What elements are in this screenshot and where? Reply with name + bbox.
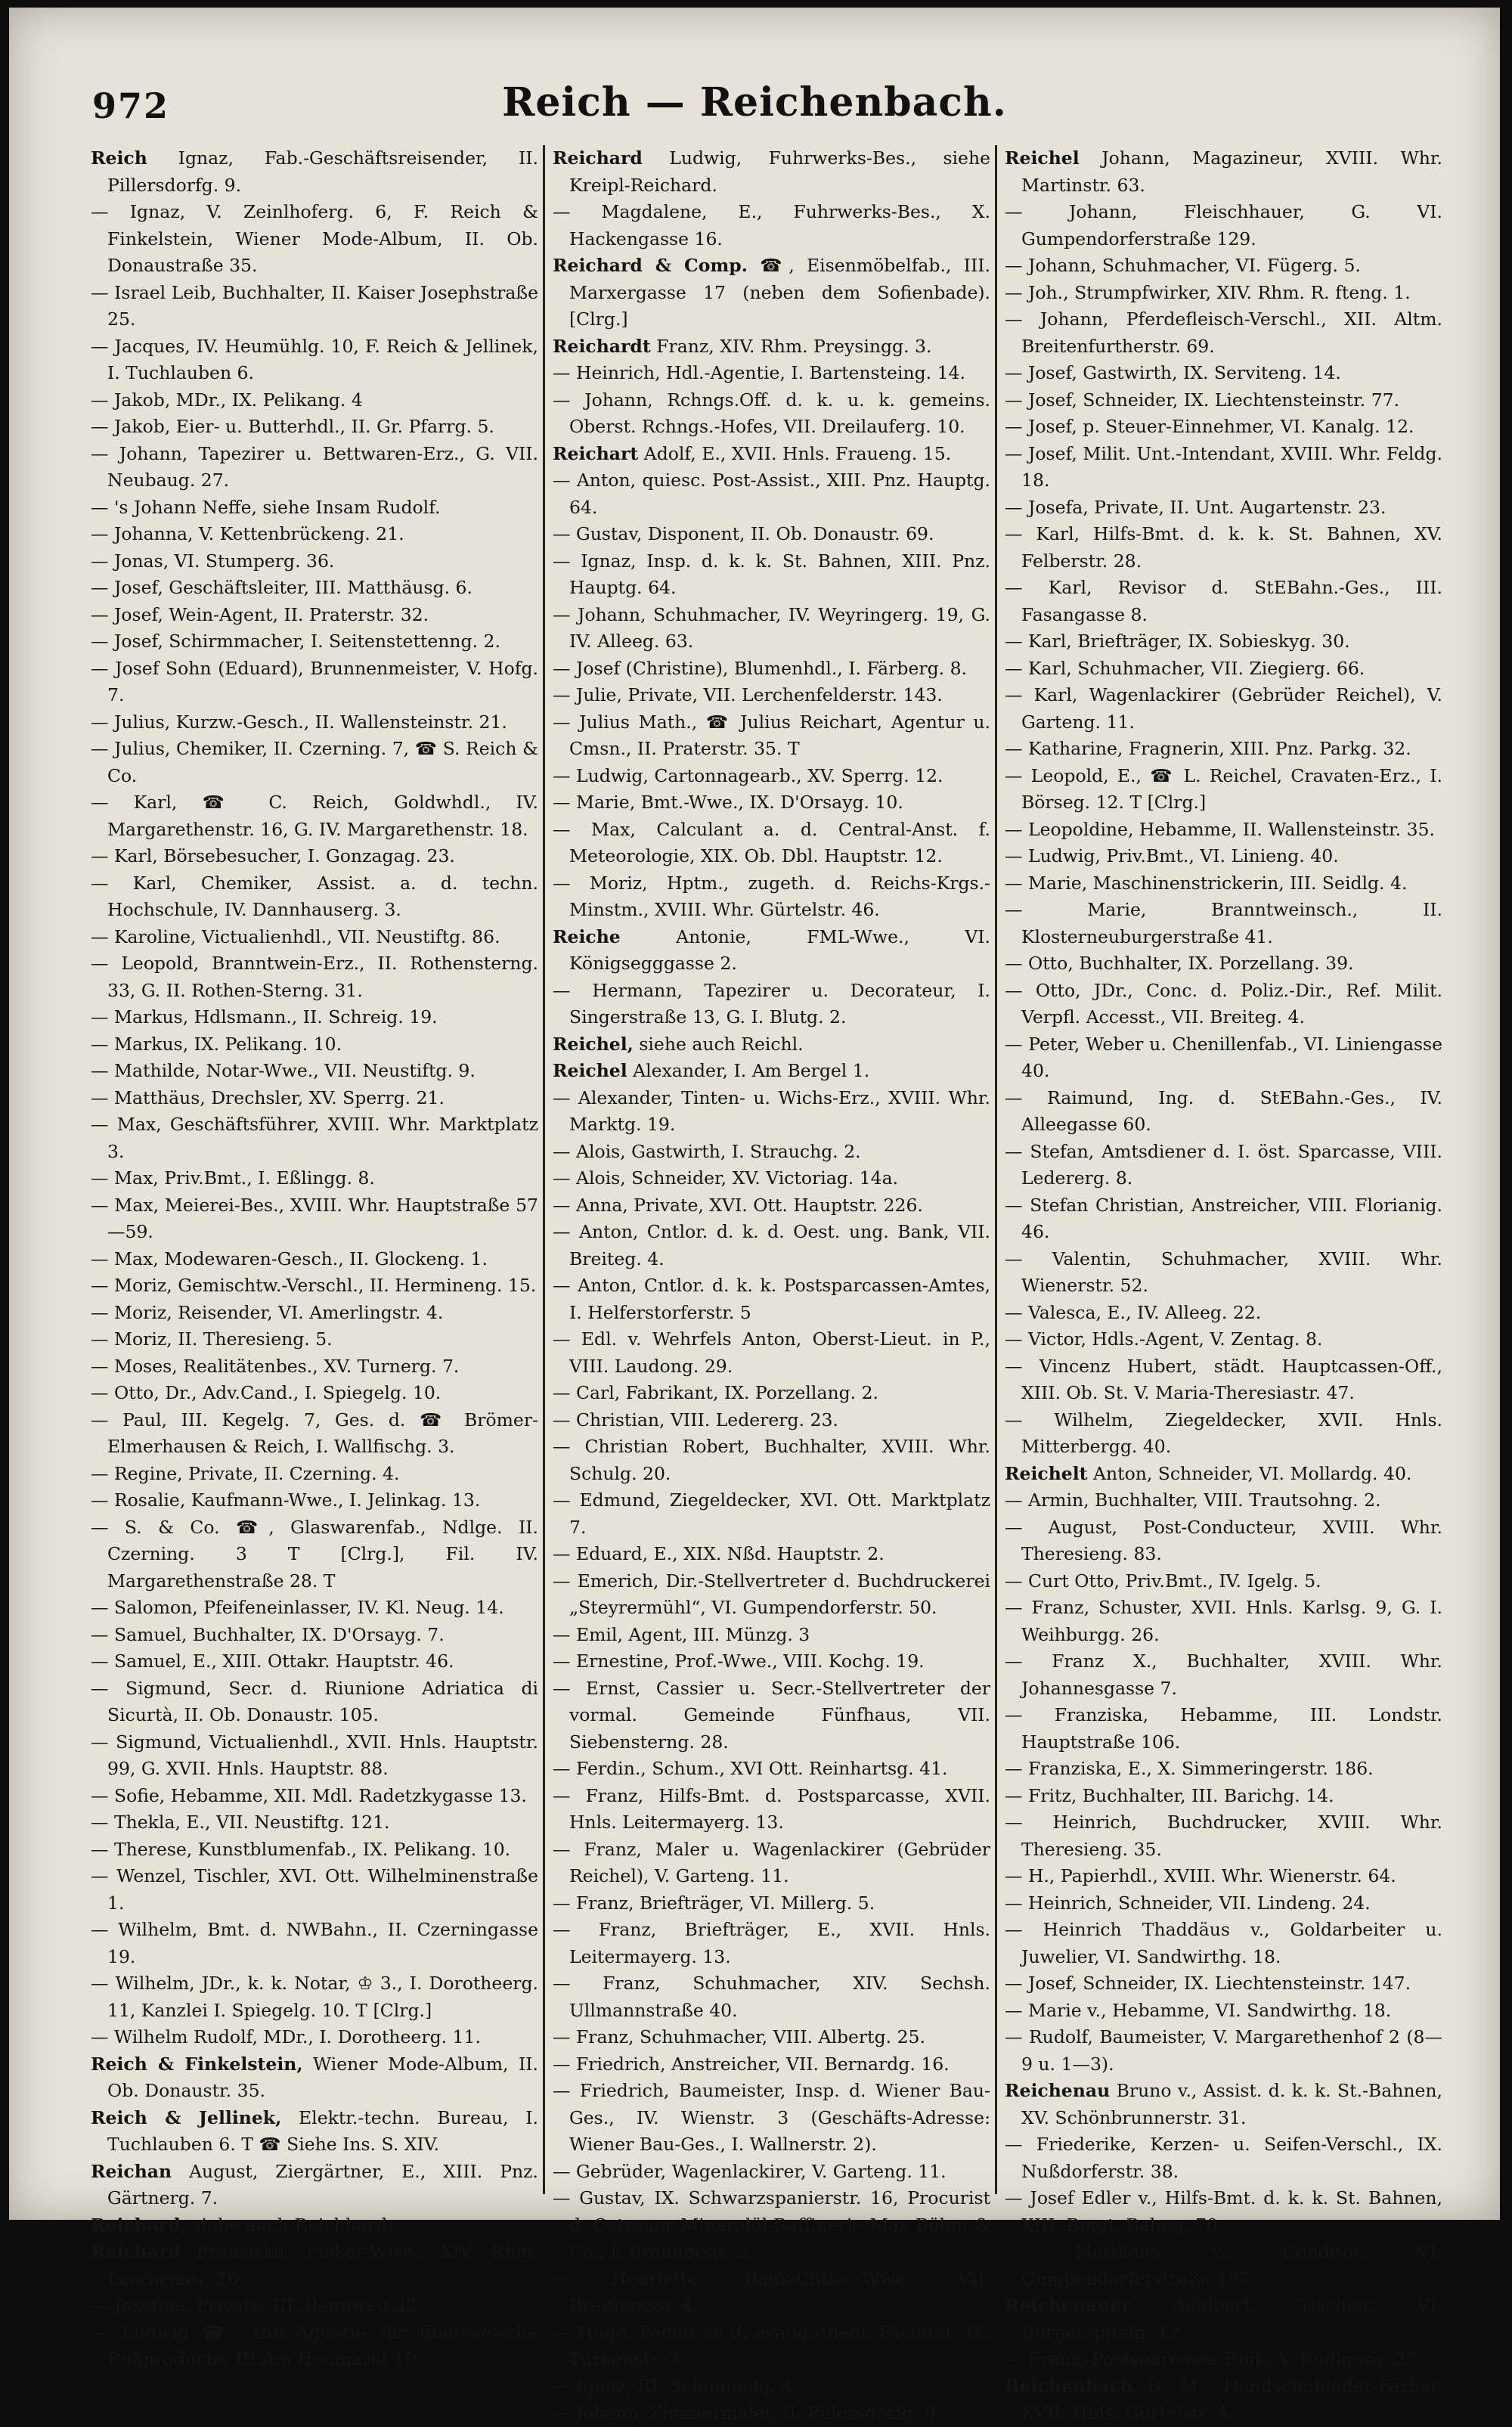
directory-entry: — Stefan, Amtsdiener d. I. öst. Sparcasse, VIII. Ledererg. 8. [1005,1140,1442,1189]
directory-entry: Reich Ignaz, Fab.-Geschäftsreisender, II. Pillersdorfg. 9. [91,147,538,196]
column-3 [995,145,1447,2423]
directory-entry: Reichard Franziska, Fiaker-Wwe., XIV. Rhm. Lerchenstr. 26. [91,2241,538,2289]
directory-entry: — Israel Leib, Buchhalter, II. Kaiser Josephstraße 25. [91,281,538,330]
directory-entry: — August, Post-Conducteur, XVIII. Whr. Theresieng. 83. [1005,1516,1442,1564]
directory-entry: — Jakob, Eier- u. Butterhdl., II. Gr. Pfarrg. 5. [91,416,494,437]
directory-entry: — Josefine, Private, III. Rennweg 32. [91,2295,423,2316]
directory-entry: — Moriz, Reisender, VI. Amerlingstr. 4. [91,1301,444,1323]
directory-entry: — 's Johann Neffe, siehe Insam Rudolf. [91,496,441,518]
directory-entry: — Johann, Pferdefleisch-Verschl., XII. Altm. Breitenfurtherstr. 69. [1005,308,1442,357]
directory-entry: — Ignaz, V. Zeinlhoferg. 6, F. Reich & Finkelstein, Wiener Mode-Album, II. Ob. Donaustraße 35. [91,201,538,276]
directory-entry: — Edl. v. Wehrfels Anton, Oberst-Lieut. in P., VIII. Laudong. 29. [553,1328,990,1377]
directory-entry: — Moriz, Gemischtw.-Verschl., II. Hermineng. 15. [91,1275,537,1296]
directory-entry: — Josef (Christine), Blumenhdl., I. Färberg. 8. [553,657,967,679]
directory-entry: — Valentin, Schuhmacher, XVIII. Whr. Wienerstr. 52. [1005,1248,1442,1296]
directory-entry: — Samuel, E., XIII. Ottakr. Hauptstr. 46. [91,1651,454,1672]
directory-entry: — Hugo, Pedell an d. evang.-theol. Facultät, IX. Türkenstr. 3. [553,2321,990,2370]
directory-entry: Reichenau Bruno v., Assist. d. k. k. St.-Bahnen, XV. Schönbrunnerstr. 31. [1005,2080,1442,2128]
directory-entry: — Josef, Milit. Unt.-Intendant, XVIII. Whr. Feldg. 18. [1005,442,1442,491]
directory-entry: — Sigmund, Victualienhdl., XVII. Hnls. Hauptstr. 99, G. XVII. Hnls. Hauptstr. 88. [91,1731,538,1779]
directory-entry: Reiche Antonie, FML-Wwe., VI. Königsegggasse 2. [553,925,990,974]
directory-entry: — Josef Edler v., Hilfs-Bmt. d. k. k. St. Bahnen, XIII. Bmgt. Bahng. 70. [1005,2187,1442,2236]
directory-entry: Reichardt Franz, XIV. Rhm. Preysingg. 3. [553,335,932,357]
directory-entry: — Armin, Buchhalter, VIII. Trautsohng. 2. [1005,1489,1381,1511]
directory-entry: Reich & Jellinek, Elektr.-techn. Bureau, I. Tuchlauben 6. T ☎ Siehe Ins. S. XIV. [91,2106,538,2155]
directory-entry: — Franz, Briefträger, E., XVII. Hnls. Leitermayerg. 13. [553,1919,990,1967]
directory-entry: — Ernst, Cassier u. Secr.-Stellvertreter der vormal. Gemeinde Fünfhaus, VII. Siebensterng. 28. [553,1677,990,1753]
directory-entry: Reichel, siehe auch Reichl. [553,1033,804,1055]
directory-entry: — Samuel, Buchhalter, IX. D'Orsayg. 7. [91,1623,445,1645]
directory-entry: — Ernestine, Prof.-Wwe., VIII. Kochg. 19. [553,1651,925,1672]
directory-entry: — Katharine, Fragnerin, XIII. Pnz. Parkg. 32. [1005,738,1411,759]
directory-entry: Reichel Alexander, I. Am Bergel 1. [553,1060,870,1081]
directory-entry: — Mathilde, Notar-Wwe., VII. Neustiftg. 9. [91,1060,476,1081]
directory-entry: — Wenzel, Tischler, XVI. Ott. Wilhelminenstraße 1. [91,1865,538,1914]
directory-entry: — Max, Meierei-Bes., XVIII. Whr. Hauptstraße 57—59. [91,1194,538,1242]
directory-entry: — Karl, Revisor d. StEBahn.-Ges., III. Fasangasse 8. [1005,577,1442,625]
directory-entry: — Henriette, Bank-Cntlor.-Wwe., VII. Breitegasse 4. [553,2267,990,2316]
directory-entry: — Franziska, Hebamme, III. Londstr. Hauptstraße 106. [1005,1704,1442,1753]
directory-entry: — Josef Sohn (Eduard), Brunnenmeister, V. Hofg. 7. [91,657,538,705]
directory-entry: — Anton, quiesc. Post-Assist., XIII. Pnz. Hauptg. 64. [553,470,990,518]
directory-entry: — Raimund, Ing. d. StEBahn.-Ges., IV. Alleegasse 60. [1005,1086,1442,1135]
directory-entry: — Ignaz, III. Schimmelg. 4. [553,2375,798,2397]
directory-entry: — Marie, Bmt.-Wwe., IX. D'Orsayg. 10. [553,792,903,813]
directory-entry: — Julius, Chemiker, II. Czerning. 7, ☎ S. Reich & Co. [91,738,538,786]
directory-entry: — Marie, Maschinenstrickerin, III. Seidlg. 4. [1005,872,1408,894]
directory-entry: — Johann, Fleischhauer, G. VI. Gumpendorferstraße 129. [1005,201,1442,250]
directory-entry: — Karl, Schuhmacher, VII. Ziegierg. 66. [1005,657,1365,679]
directory-entry: — Salomon, Pfeifeneinlasser, IV. Kl. Neug. 14. [91,1597,504,1618]
directory-entry: — Markus, Hdlsmann., II. Schreig. 19. [91,1006,438,1028]
directory-entry: — Franz, Schuhmacher, VIII. Albertg. 25. [553,2026,925,2047]
directory-entry: — Thekla, E., VII. Neustiftg. 121. [91,1812,390,1833]
directory-entry: — Sofie, Hebamme, XII. Mdl. Radetzkygasse 13. [91,1784,527,1806]
directory-entry: — Friedrich, Baumeister, Insp. d. Wiener Bau-Ges., IV. Wienstr. 3 (Geschäfts-Adresse: Wiener Bau-Ges., I. Wallnerstr. 2). [553,2080,990,2155]
directory-entry: — Moses, Realitätenbes., XV. Turnerg. 7. [91,1355,460,1377]
directory-entry: — Johann, Schuhmacher, VI. Fügerg. 5. [1005,255,1361,276]
directory-entry: — Emerich, Dir.-Stellvertreter d. Buchdruckerei „Steyrermühl“, VI. Gumpendorferstr. 50. [553,1570,990,1618]
directory-entry: — Jakob, MDr., IX. Pelikang. 4 [91,389,363,411]
directory-entry: — Gustav, IX. Schwarzspanierstr. 16, Procurist d. Ostrauer Mineralöl-Raffinerie Max Böhm & Co., I. Bräunerstr. 2. [553,2187,990,2262]
directory-entry: — Ludwig ☎, Hdl.-Agentie für überseeische Rohproducte, III Am Heumarkt 19. [91,2321,538,2370]
directory-entry: — Christian, VIII. Ledererg. 23. [553,1409,838,1430]
directory-entry: Reichan August, Ziergärtner, E., XIII. Pnz. Gärtnerg. 7. [91,2160,538,2208]
directory-entry: — Ignaz, Insp. d. k. k. St. Bahnen, XIII. Pnz. Hauptg. 64. [553,550,990,598]
directory-entry: — Franz, Briefträger, VI. Millerg. 5. [553,1892,875,1914]
directory-entry: Reichenbach B. M., Handschuhleder-Färber, XVII. Hnls. Gürtelstr. 4. [1005,2375,1442,2423]
directory-entry: — Ludwig, Priv.Bmt., VI. Linieng. 40. [1005,845,1339,866]
directory-entry: — Matthäus v., Conditor, VI. Gumpendorferstraße 157. [1005,2241,1442,2289]
page-number: 972 [92,85,170,126]
directory-entry: — Marie v., Hebamme, VI. Sandwirthg. 18. [1005,1999,1392,2021]
directory-entry: — Alexander, Tinten- u. Wichs-Erz., XVIII. Whr. Marktg. 19. [553,1086,990,1135]
directory-entry: Reichel Johann, Magazineur, XVIII. Whr. Martinstr. 63. [1005,147,1442,196]
directory-entry: Reichard Ludwig, Fuhrwerks-Bes., siehe Kreipl-Reichard. [553,147,990,196]
directory-entry: — Leopold, Branntwein-Erz., II. Rothensterng. 33, G. II. Rothen-Sterng. 31. [91,953,538,1001]
directory-entry: — Alois, Schneider, XV. Victoriag. 14a. [553,1167,899,1189]
directory-entry: — Max, Geschäftsführer, XVIII. Whr. Marktplatz 3. [91,1114,538,1162]
directory-entry: — Josef, Schneider, IX. Liechtensteinstr. 147. [1005,1973,1411,1994]
directory-entry: — Heinrich, Buchdrucker, XVIII. Whr. Theresieng. 35. [1005,1812,1442,1860]
directory-entry: — Karoline, Victualienhdl., VII. Neustiftg. 86. [91,925,500,947]
directory-entry: — Johann, Tapezirer u. Bettwaren-Erz., G. VII. Neubaug. 27. [91,442,538,491]
column-2 [543,145,995,2423]
directory-entry: — Jonas, VI. Stumperg. 36. [91,550,335,572]
directory-entry: — Valesca, E., IV. Alleeg. 22. [1005,1301,1262,1323]
directory-entry: — Franz, Hilfs-Bmt. d. Postsparcasse, XVII. Hnls. Leitermayerg. 13. [553,1784,990,1833]
directory-entry: — Max, Modewaren-Gesch., II. Glockeng. 1. [91,1248,488,1269]
page-header [9,79,1500,132]
directory-entry: — Julius Math., ☎ Julius Reichart, Agentur u. Cmsn., II. Praterstr. 35. T [553,711,990,759]
directory-entry: — Karl, Briefträger, IX. Sobieskyg. 30. [1005,631,1350,652]
directory-entry: — Josef, p. Steuer-Einnehmer, VI. Kanalg. 12. [1005,416,1414,437]
directory-entry: — Julie, Private, VII. Lerchenfelderstr. 143. [553,684,943,705]
directory-entry: — S. & Co. ☎, Glaswarenfab., Ndlge. II. Czerning. 3 T [Clrg.], Fil. IV. Margarethenstraße 28. T [91,1516,538,1592]
directory-entry: — Sigmund, Secr. d. Riunione Adriatica di Sicurtà, II. Ob. Donaustr. 105. [91,1677,538,1725]
directory-entry: — Franz, Schuhmacher, XIV. Sechsh. Ullmannstraße 40. [553,1973,990,2021]
directory-entry: — Franz, Maler u. Wagenlackirer (Gebrüder Reichel), V. Garteng. 11. [553,1838,990,1886]
directory-entry: — Heinrich, Schneider, VII. Lindeng. 24. [1005,1892,1371,1914]
directory-entry: — Moriz, II. Theresieng. 5. [91,1328,333,1350]
directory-entry: — Anton, Cntlor. d. k. d. Oest. ung. Bank, VII. Breiteg. 4. [553,1221,990,1269]
directory-entry: — Johann, Rchngs.Off. d. k. u. k. gemeins. Oberst. Rchngs.-Hofes, VII. Dreilauferg. 10. [553,389,990,437]
directory-entry: — Therese, Kunstblumenfab., IX. Pelikang. 10. [91,1838,511,1860]
directory-entry: — Rosalie, Kaufmann-Wwe., I. Jelinkag. 13. [91,1489,481,1511]
directory-entry: — Josef, Schneider, IX. Liechtensteinstr. 77. [1005,389,1400,411]
directory-entry: Reichart Adolf, E., XVII. Hnls. Fraueng. 15. [553,442,952,464]
directory-entry: — Josefa, Private, II. Unt. Augartenstr. 23. [1005,496,1387,518]
directory-entry: — Julius, Kurzw.-Gesch., II. Wallensteinstr. 21. [91,711,507,733]
directory-entry: Reich & Finkelstein, Wiener Mode-Album, II. Ob. Donaustr. 35. [91,2053,538,2101]
directory-entry: — Johann, Schuhmacher, IV. Weyringerg. 19, G. IV. Alleeg. 63. [553,603,990,652]
directory-entry: — Johann, Zimmermaler, II. Pillersdorfg. 8. [553,2402,942,2423]
directory-entry: — Peter, Weber u. Chenillenfab., VI. Liniengasse 40. [1005,1033,1442,1081]
directory-entry: — Wilhelm, Ziegeldecker, XVII. Hnls. Mitterbergg. 40. [1005,1409,1442,1457]
directory-entry: — Emil, Agent, III. Münzg. 3 [553,1623,810,1645]
directory-entry: — Karl, Hilfs-Bmt. d. k. k. St. Bahnen, XV. Felberstr. 28. [1005,523,1442,572]
directory-entry: — Max, Priv.Bmt., I. Eßlingg. 8. [91,1167,375,1189]
directory-entry: — Gustav, Disponent, II. Ob. Donaustr. 69. [553,523,934,544]
directory-entry: — Friederike, Kerzen- u. Seifen-Verschl., IX. Nußdorferstr. 38. [1005,2134,1442,2182]
directory-entry: — Ludwig, Cartonnagearb., XV. Sperrg. 12. [553,764,943,786]
directory-entry: — Karl, Börsebesucher, I. Gonzagag. 23. [91,845,455,866]
running-head: Reich — Reichenbach. [502,79,1007,126]
directory-entry: — Otto, Buchhalter, IX. Porzellang. 39. [1005,953,1354,974]
directory-entry: — Franz, Schuster, XVII. Hnls. Karlsg. 9, G. I. Weihburgg. 26. [1005,1597,1442,1645]
directory-entry: — Alois, Gastwirth, I. Strauchg. 2. [553,1140,861,1162]
directory-entry: — Carl, Fabrikant, IX. Porzellang. 2. [553,1382,878,1403]
directory-entry: — Ferdin., Schum., XVI Ott. Reinhartsg. 41. [553,1758,948,1779]
directory-entry: — Wilhelm, JDr., k. k. Notar, ♔ 3., I. Dorotheerg. 11, Kanzlei I. Spiegelg. 10. T [Clrg.] [91,1973,538,2021]
directory-entry: — Rudolf, Baumeister, V. Margarethenhof 2 (8—9 u. 1—3). [1005,2026,1442,2075]
directory-entry: — Karl, Wagenlackirer (Gebrüder Reichel), V. Garteng. 11. [1005,684,1442,733]
directory-entry: — Karl, ☎ C. Reich, Goldwhdl., IV. Margarethenstr. 16, G. IV. Margarethenstr. 18. [91,792,538,840]
directory-page [9,8,1500,2423]
directory-entry: — Max, Calculant a. d. Central-Anst. f. Meteorologie, XIX. Ob. Dbl. Hauptstr. 12. [553,818,990,866]
directory-entry: — Paul, III. Kegelg. 7, Ges. d. ☎ Brömer-Elmerhausen & Reich, I. Wallfischg. 3. [91,1409,538,1457]
directory-entry: — Karl, Chemiker, Assist. a. d. techn. Hochschule, IV. Dannhauserg. 3. [91,872,538,920]
directory-entry: — Christian Robert, Buchhalter, XVIII. Whr. Schulg. 20. [553,1436,990,1484]
directory-entry: — Markus, IX. Pelikang. 10. [91,1033,342,1055]
directory-entry: — Josef, Schirmmacher, I. Seitenstettenng. 2. [91,631,500,652]
directory-entry: — Otto, Dr., Adv.Cand., I. Spiegelg. 10. [91,1382,442,1403]
directory-entry: — Heinrich Thaddäus v., Goldarbeiter u. Juwelier, VI. Sandwirthg. 18. [1005,1919,1442,1967]
directory-entry: — Gebrüder, Wagenlackirer, V. Garteng. 11. [553,2160,947,2182]
directory-entry: — Hermann, Tapezirer u. Decorateur, I. Singerstraße 13, G. I. Blutg. 2. [553,979,990,1028]
directory-columns [91,145,1488,2423]
directory-entry: — Josef, Geschäftsleiter, III. Matthäusg. 6. [91,577,472,598]
directory-entry: — Vincenz Hubert, städt. Hauptcassen-Off., XIII. Ob. St. V. Maria-Theresiastr. 47. [1005,1355,1442,1403]
directory-entry: — Edmund, Ziegeldecker, XVI. Ott. Marktplatz 7. [553,1489,990,1538]
directory-entry: — Josef, Wein-Agent, II. Praterstr. 32. [91,603,429,625]
directory-entry: — Franz, Postsparcasse-Bmt., V. Rüdigerg. 27. [1005,2348,1424,2370]
directory-entry: — Stefan Christian, Anstreicher, VIII. Florianig. 46. [1005,1194,1442,1242]
directory-entry: — Anna, Private, XVI. Ott. Hauptstr. 226. [553,1194,923,1216]
column-1 [91,145,543,2370]
directory-entry: — Franz X., Buchhalter, XVIII. Whr. Johannesgasse 7. [1005,1651,1442,1699]
directory-entry: — Victor, Hdls.-Agent, V. Zentag. 8. [1005,1328,1323,1350]
directory-entry: — Fritz, Buchhalter, III. Barichg. 14. [1005,1784,1334,1806]
directory-entry: — Leopoldine, Hebamme, II. Wallensteinstr. 35. [1005,818,1435,840]
directory-entry: Reichard, siehe auch Reichhard. [91,2214,393,2236]
directory-entry: — Eduard, E., XIX. Nßd. Hauptstr. 2. [553,1543,885,1564]
directory-entry: — Moriz, Hptm., zugeth. d. Reichs-Krgs.-Minstm., XVIII. Whr. Gürtelstr. 46. [553,872,990,920]
directory-entry: — Johanna, V. Kettenbrückeng. 21. [91,523,404,544]
directory-entry: — Magdalene, E., Fuhrwerks-Bes., X. Hackengasse 16. [553,201,990,250]
directory-entry: Reichenauer Adalbert, Tischler, VI. Bürgerspitalg. 12. [1005,2295,1442,2343]
directory-entry: — Wilhelm, Bmt. d. NWBahn., II. Czerningasse 19. [91,1919,538,1967]
directory-entry: — Wilhelm Rudolf, MDr., I. Dorotheerg. 11. [91,2026,481,2047]
directory-entry: — Josef, Gastwirth, IX. Serviteng. 14. [1005,362,1341,383]
directory-entry: — Otto, JDr., Conc. d. Poliz.-Dir., Ref. Milit. Verpfl. Accesst., VII. Breiteg. 4. [1005,979,1442,1028]
directory-entry: — Regine, Private, II. Czerning. 4. [91,1462,400,1484]
directory-entry: Reichelt Anton, Schneider, VI. Mollardg. 40. [1005,1462,1412,1484]
directory-entry: — Leopold, E., ☎ L. Reichel, Cravaten-Erz., I. Börseg. 12. T [Clrg.] [1005,764,1442,813]
directory-entry: — Jacques, IV. Heumühlg. 10, F. Reich & Jellinek, I. Tuchlauben 6. [91,335,538,383]
directory-entry: — Marie, Branntweinsch., II. Klosterneuburgerstraße 41. [1005,899,1442,947]
directory-entry: — Matthäus, Drechsler, XV. Sperrg. 21. [91,1086,445,1108]
directory-entry: — Friedrich, Anstreicher, VII. Bernardg. 16. [553,2053,950,2075]
directory-entry: — Joh., Strumpfwirker, XIV. Rhm. R. fteng. 1. [1005,281,1411,303]
directory-entry: — Curt Otto, Priv.Bmt., IV. Igelg. 5. [1005,1570,1321,1592]
directory-entry: — H., Papierhdl., XVIII. Whr. Wienerstr. 64. [1005,1865,1396,1886]
directory-entry: — Franziska, E., X. Simmeringerstr. 186. [1005,1758,1374,1779]
directory-entry: Reichard & Comp. ☎, Eisenmöbelfab., III. Marxergasse 17 (neben dem Sofienbade). [Clrg.] [553,255,990,330]
directory-entry: — Heinrich, Hdl.-Agentie, I. Bartensteing. 14. [553,362,965,383]
directory-entry: — Anton, Cntlor. d. k. k. Postsparcassen-Amtes, I. Helferstorferstr. 5 [553,1275,990,1323]
